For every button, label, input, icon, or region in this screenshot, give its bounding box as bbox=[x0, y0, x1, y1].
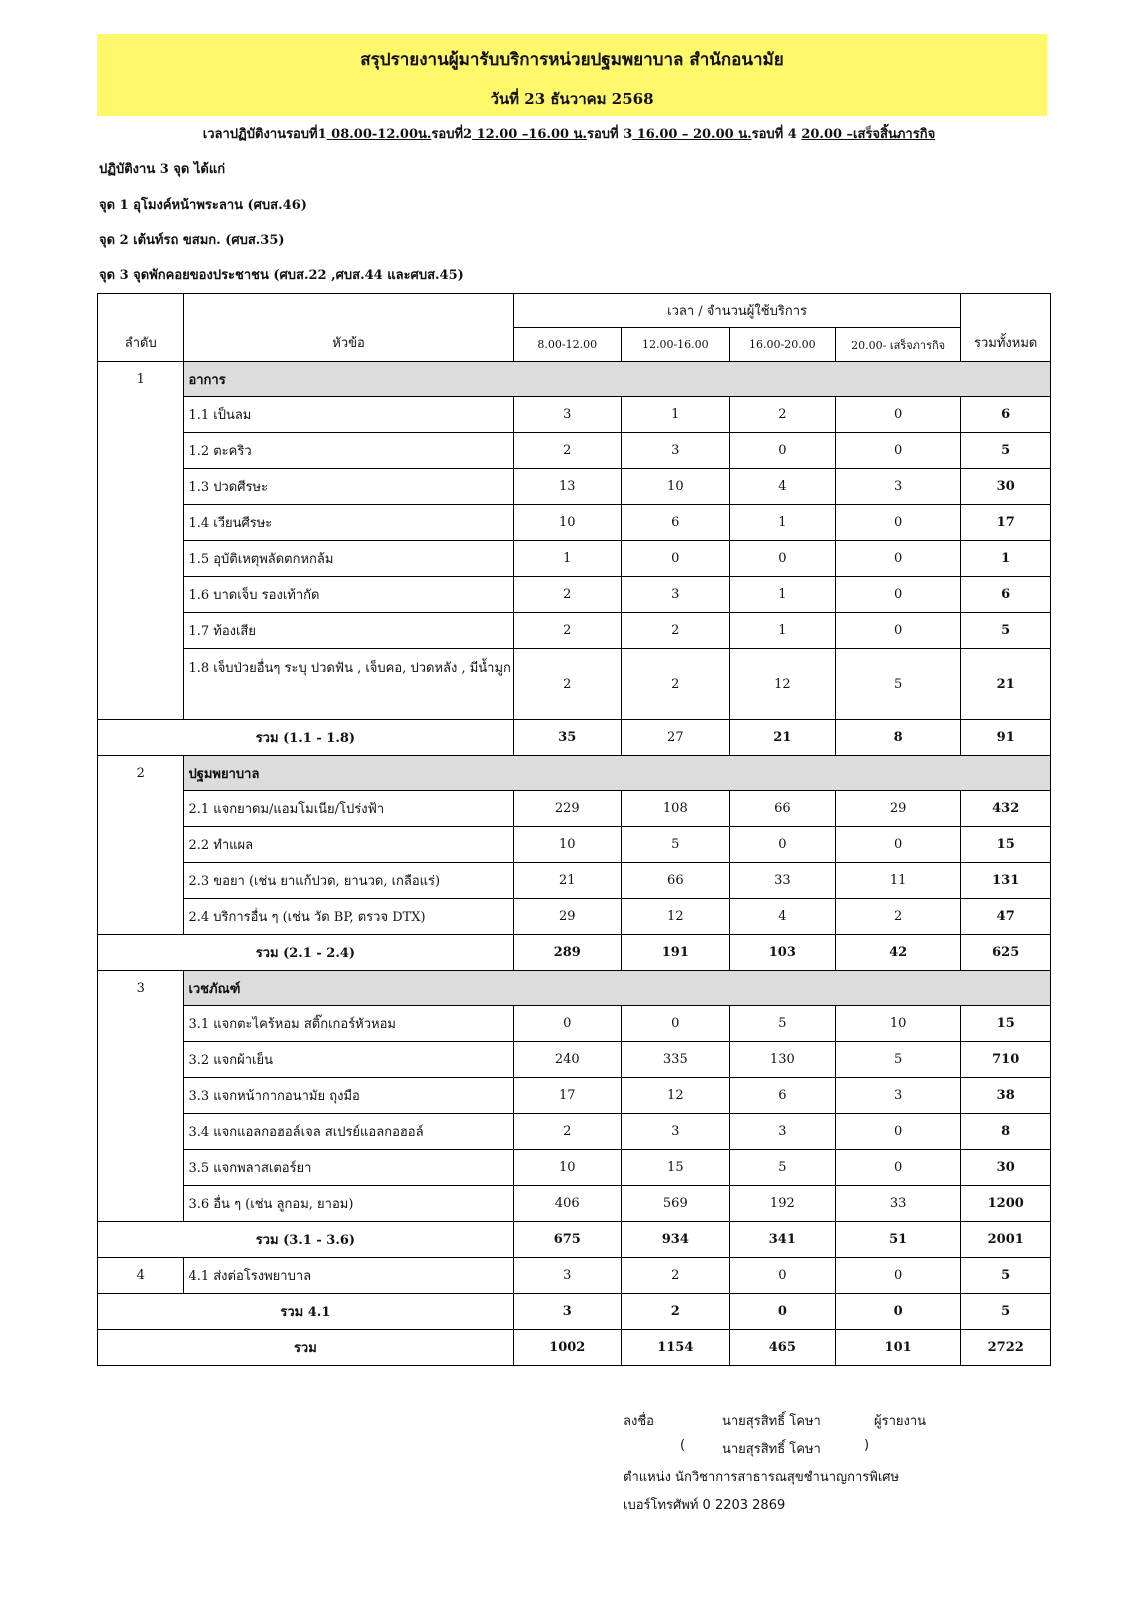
cell-value: 5 bbox=[729, 1150, 835, 1186]
open-paren: ( bbox=[680, 1438, 686, 1453]
cell-value: 33 bbox=[729, 863, 835, 899]
cell-total: 8 bbox=[961, 1114, 1051, 1150]
table-row bbox=[98, 469, 1051, 505]
cell-value: 2 bbox=[621, 613, 729, 649]
shift3-label: รอบที่ 3 bbox=[586, 127, 633, 142]
row-label: 1.3 ปวดศีรษะ bbox=[184, 469, 513, 505]
cell-value: 0 bbox=[513, 1006, 621, 1042]
cell-value: 66 bbox=[621, 863, 729, 899]
row-label: 3.2 แจกผ้าเย็น bbox=[184, 1042, 513, 1078]
cell-value: 51 bbox=[835, 1222, 961, 1258]
report-title: สรุปรายงานผู้มารับบริการหน่วยปฐมพยาบาล สำนักอนามัย bbox=[360, 50, 784, 70]
cell-value: 10 bbox=[513, 1150, 621, 1186]
cell-value: 1 bbox=[729, 613, 835, 649]
cell-value: 10 bbox=[621, 469, 729, 505]
cell-value: 2 bbox=[513, 1114, 621, 1150]
cell-value: 406 bbox=[513, 1186, 621, 1222]
row-label: 3.4 แจกแอลกอฮอล์เจล สเปรย์แอลกอฮอล์ bbox=[184, 1114, 513, 1150]
cell-value: 5 bbox=[835, 1042, 961, 1078]
point-2: จุด 2 เต้นท์รถ ขสมก. (ศบส.35) bbox=[99, 233, 285, 248]
section-title: ปฐมพยาบาล bbox=[184, 756, 1051, 791]
signer-name-paren: นายสุรสิทธิ์ โคษา bbox=[722, 1442, 821, 1457]
table-row bbox=[98, 827, 1051, 863]
cell-value: 130 bbox=[729, 1042, 835, 1078]
cell-value: 2 bbox=[513, 649, 621, 720]
table-row bbox=[98, 1186, 1051, 1222]
col-time-1: 8.00-12.00 bbox=[513, 328, 621, 362]
cell-total: 17 bbox=[961, 505, 1051, 541]
table-row bbox=[98, 1006, 1051, 1042]
cell-value: 15 bbox=[621, 1150, 729, 1186]
cell-value: 3 bbox=[835, 1078, 961, 1114]
cell-total: 30 bbox=[961, 1150, 1051, 1186]
section-header-row bbox=[98, 362, 1051, 397]
table-row bbox=[98, 577, 1051, 613]
cell-value: 11 bbox=[835, 863, 961, 899]
cell-value: 0 bbox=[835, 827, 961, 863]
section-index: 4 bbox=[98, 1258, 184, 1294]
signer-role: ผู้รายงาน bbox=[874, 1414, 927, 1429]
shift1-time: 08.00-12.00น. bbox=[326, 127, 432, 142]
cell-total: 38 bbox=[961, 1078, 1051, 1114]
cell-value: 101 bbox=[835, 1330, 961, 1366]
shift4-time: 20.00 –เสร็จสิ้นภารกิจ bbox=[801, 127, 936, 142]
cell-value: 0 bbox=[729, 433, 835, 469]
cell-value: 341 bbox=[729, 1222, 835, 1258]
cell-value: 5 bbox=[835, 649, 961, 720]
table-row bbox=[98, 505, 1051, 541]
cell-value: 0 bbox=[835, 433, 961, 469]
table-row bbox=[98, 899, 1051, 935]
cell-value: 0 bbox=[835, 613, 961, 649]
row-label: 2.2 ทำแผล bbox=[184, 827, 513, 863]
sign-label: ลงชื่อ bbox=[623, 1414, 654, 1429]
subtotal-row bbox=[98, 935, 1051, 971]
cell-value: 3 bbox=[513, 1294, 621, 1330]
cell-value: 21 bbox=[513, 863, 621, 899]
col-time-4: 20.00- เสร็จภารกิจ bbox=[835, 328, 961, 362]
cell-value: 2 bbox=[621, 1294, 729, 1330]
row-label: 3.1 แจกตะไคร้หอม สติ๊กเกอร์หัวหอม bbox=[184, 1006, 513, 1042]
cell-total: 15 bbox=[961, 1006, 1051, 1042]
cell-value: 0 bbox=[729, 1258, 835, 1294]
cell-value: 10 bbox=[513, 827, 621, 863]
cell-value: 0 bbox=[621, 541, 729, 577]
cell-value: 29 bbox=[513, 899, 621, 935]
table-row bbox=[98, 1078, 1051, 1114]
subtotal-label: รวม 4.1 bbox=[98, 1294, 514, 1330]
cell-value: 0 bbox=[835, 577, 961, 613]
cell-value: 108 bbox=[621, 791, 729, 827]
cell-value: 0 bbox=[729, 1294, 835, 1330]
shift2-time: 12.00 –16.00 น. bbox=[472, 127, 587, 142]
cell-value: 934 bbox=[621, 1222, 729, 1258]
row-label: 1.4 เวียนศีรษะ bbox=[184, 505, 513, 541]
cell-value: 103 bbox=[729, 935, 835, 971]
cell-total: 30 bbox=[961, 469, 1051, 505]
row-label: 2.3 ขอยา (เช่น ยาแก้ปวด, ยานวด, เกลือแร่) bbox=[184, 863, 513, 899]
cell-value: 6 bbox=[621, 505, 729, 541]
col-total-header: รวมทั้งหมด bbox=[961, 294, 1051, 362]
cell-total: 5 bbox=[961, 1258, 1051, 1294]
shift2-label: รอบที่2 bbox=[431, 127, 473, 142]
table-row bbox=[98, 649, 1051, 720]
cell-value: 240 bbox=[513, 1042, 621, 1078]
cell-value: 33 bbox=[835, 1186, 961, 1222]
cell-value: 4 bbox=[729, 899, 835, 935]
cell-value: 12 bbox=[729, 649, 835, 720]
col-time-2: 12.00-16.00 bbox=[621, 328, 729, 362]
section-index: 3 bbox=[98, 971, 184, 1222]
cell-value: 1 bbox=[729, 505, 835, 541]
cell-value: 5 bbox=[621, 827, 729, 863]
cell-value: 192 bbox=[729, 1186, 835, 1222]
cell-value: 27 bbox=[621, 720, 729, 756]
section-header-row bbox=[98, 756, 1051, 791]
cell-total: 21 bbox=[961, 649, 1051, 720]
cell-value: 1002 bbox=[513, 1330, 621, 1366]
cell-total: 710 bbox=[961, 1042, 1051, 1078]
row-label: 2.4 บริการอื่น ๆ (เช่น วัด BP, ตรวจ DTX) bbox=[184, 899, 513, 935]
cell-value: 2 bbox=[729, 397, 835, 433]
row-label: 1.5 อุบัติเหตุพลัดตกหกล้ม bbox=[184, 541, 513, 577]
row-label: 1.2 ตะคริว bbox=[184, 433, 513, 469]
table-row bbox=[98, 863, 1051, 899]
cell-value: 0 bbox=[729, 827, 835, 863]
col-topic-header: หัวข้อ bbox=[184, 294, 513, 362]
row-label: 2.1 แจกยาดม/แอมโมเนีย/โปร่งฟ้า bbox=[184, 791, 513, 827]
section-index: 2 bbox=[98, 756, 184, 935]
cell-total: 1 bbox=[961, 541, 1051, 577]
cell-value: 569 bbox=[621, 1186, 729, 1222]
cell-total: 2722 bbox=[961, 1330, 1051, 1366]
table-row bbox=[98, 613, 1051, 649]
cell-value: 8 bbox=[835, 720, 961, 756]
cell-value: 29 bbox=[835, 791, 961, 827]
cell-value: 2 bbox=[621, 1258, 729, 1294]
cell-value: 2 bbox=[513, 613, 621, 649]
col-time-3: 16.00-20.00 bbox=[729, 328, 835, 362]
subtotal-label: รวม (1.1 - 1.8) bbox=[98, 720, 514, 756]
row-label: 3.6 อื่น ๆ (เช่น ลูกอม, ยาอม) bbox=[184, 1186, 513, 1222]
cell-value: 1 bbox=[513, 541, 621, 577]
cell-value: 229 bbox=[513, 791, 621, 827]
cell-value: 3 bbox=[621, 1114, 729, 1150]
cell-total: 625 bbox=[961, 935, 1051, 971]
subtotal-label: รวม (3.1 - 3.6) bbox=[98, 1222, 514, 1258]
cell-total: 47 bbox=[961, 899, 1051, 935]
row-label: 1.1 เป็นลม bbox=[184, 397, 513, 433]
cell-value: 0 bbox=[835, 1114, 961, 1150]
section-index: 1 bbox=[98, 362, 184, 720]
cell-value: 21 bbox=[729, 720, 835, 756]
cell-value: 13 bbox=[513, 469, 621, 505]
row-label: 1.8 เจ็บป่วยอื่นๆ ระบุ ปวดฟัน , เจ็บคอ, ปวดหลัง , มีน้ำมูก bbox=[184, 649, 513, 720]
signer-phone: เบอร์โทรศัพท์ 0 2203 2869 bbox=[623, 1498, 786, 1513]
cell-value: 1 bbox=[621, 397, 729, 433]
cell-value: 12 bbox=[621, 899, 729, 935]
cell-value: 10 bbox=[513, 505, 621, 541]
table-row bbox=[98, 433, 1051, 469]
cell-value: 335 bbox=[621, 1042, 729, 1078]
cell-value: 465 bbox=[729, 1330, 835, 1366]
report-date: วันที่ 23 ธันวาคม 2568 bbox=[490, 90, 654, 108]
close-paren: ) bbox=[864, 1438, 870, 1453]
cell-total: 5 bbox=[961, 433, 1051, 469]
cell-value: 2 bbox=[621, 649, 729, 720]
col-order-header: ลำดับ bbox=[98, 294, 184, 362]
table-row bbox=[98, 1042, 1051, 1078]
subtotal-row bbox=[98, 1222, 1051, 1258]
cell-total: 5 bbox=[961, 613, 1051, 649]
section-header-row bbox=[98, 971, 1051, 1006]
cell-total: 91 bbox=[961, 720, 1051, 756]
row-label: 3.5 แจกพลาสเตอร์ยา bbox=[184, 1150, 513, 1186]
table-row bbox=[98, 397, 1051, 433]
point-3: จุด 3 จุดพักคอยของประชาชน (ศบส.22 ,ศบส.44 และศบส.45) bbox=[99, 268, 464, 283]
cell-value: 35 bbox=[513, 720, 621, 756]
cell-value: 5 bbox=[729, 1006, 835, 1042]
cell-value: 3 bbox=[621, 577, 729, 613]
grand-total-label: รวม bbox=[98, 1330, 514, 1366]
cell-value: 191 bbox=[621, 935, 729, 971]
cell-value: 17 bbox=[513, 1078, 621, 1114]
cell-value: 10 bbox=[835, 1006, 961, 1042]
cell-value: 3 bbox=[729, 1114, 835, 1150]
cell-value: 2 bbox=[835, 899, 961, 935]
point-1: จุด 1 อุโมงค์หน้าพระลาน (ศบส.46) bbox=[99, 198, 307, 213]
cell-total: 2001 bbox=[961, 1222, 1051, 1258]
cell-value: 12 bbox=[621, 1078, 729, 1114]
subtotal-label: รวม (2.1 - 2.4) bbox=[98, 935, 514, 971]
cell-value: 2 bbox=[513, 577, 621, 613]
section-title: เวชภัณฑ์ bbox=[184, 971, 1051, 1006]
cell-total: 5 bbox=[961, 1294, 1051, 1330]
row-label: 4.1 ส่งต่อโรงพยาบาล bbox=[184, 1258, 513, 1294]
table-row bbox=[98, 541, 1051, 577]
subtotal-row bbox=[98, 1294, 1051, 1330]
cell-total: 131 bbox=[961, 863, 1051, 899]
shift3-time: 16.00 – 20.00 น. bbox=[632, 127, 752, 142]
title-banner bbox=[97, 34, 1047, 116]
service-report-table bbox=[97, 293, 1051, 1366]
cell-value: 675 bbox=[513, 1222, 621, 1258]
shift-schedule bbox=[0, 123, 1138, 144]
cell-total: 15 bbox=[961, 827, 1051, 863]
cell-total: 6 bbox=[961, 397, 1051, 433]
cell-value: 0 bbox=[835, 1150, 961, 1186]
cell-value: 0 bbox=[835, 397, 961, 433]
cell-total: 432 bbox=[961, 791, 1051, 827]
cell-value: 3 bbox=[621, 433, 729, 469]
table-row bbox=[98, 1258, 1051, 1294]
points-title: ปฏิบัติงาน 3 จุด ได้แก่ bbox=[99, 162, 226, 177]
cell-value: 1 bbox=[729, 577, 835, 613]
signer-name: นายสุรสิทธิ์ โคษา bbox=[722, 1414, 821, 1429]
cell-value: 0 bbox=[835, 1258, 961, 1294]
row-label: 1.6 บาดเจ็บ รองเท้ากัด bbox=[184, 577, 513, 613]
cell-value: 3 bbox=[513, 1258, 621, 1294]
cell-value: 0 bbox=[835, 505, 961, 541]
cell-value: 289 bbox=[513, 935, 621, 971]
subtotal-row bbox=[98, 720, 1051, 756]
cell-value: 6 bbox=[729, 1078, 835, 1114]
row-label: 3.3 แจกหน้ากากอนามัย ถุงมือ bbox=[184, 1078, 513, 1114]
shift4-label: รอบที่ 4 bbox=[751, 127, 802, 142]
cell-value: 1154 bbox=[621, 1330, 729, 1366]
shift1-label: เวลาปฏิบัติงานรอบที่1 bbox=[202, 127, 327, 142]
cell-total: 1200 bbox=[961, 1186, 1051, 1222]
table-row bbox=[98, 791, 1051, 827]
cell-value: 0 bbox=[621, 1006, 729, 1042]
grand-total-row bbox=[98, 1330, 1051, 1366]
cell-value: 4 bbox=[729, 469, 835, 505]
cell-value: 3 bbox=[835, 469, 961, 505]
cell-value: 3 bbox=[513, 397, 621, 433]
cell-value: 2 bbox=[513, 433, 621, 469]
cell-total: 6 bbox=[961, 577, 1051, 613]
cell-value: 0 bbox=[729, 541, 835, 577]
col-time-group-header: เวลา / จำนวนผู้ใช้บริการ bbox=[513, 294, 961, 328]
cell-value: 66 bbox=[729, 791, 835, 827]
cell-value: 0 bbox=[835, 1294, 961, 1330]
row-label: 1.7 ท้องเสีย bbox=[184, 613, 513, 649]
section-title: อาการ bbox=[184, 362, 1051, 397]
signer-position: ตำแหน่ง นักวิชาการสาธารณสุขชำนาญการพิเศษ bbox=[623, 1470, 900, 1485]
cell-value: 42 bbox=[835, 935, 961, 971]
cell-value: 0 bbox=[835, 541, 961, 577]
table-row bbox=[98, 1150, 1051, 1186]
table-row bbox=[98, 1114, 1051, 1150]
